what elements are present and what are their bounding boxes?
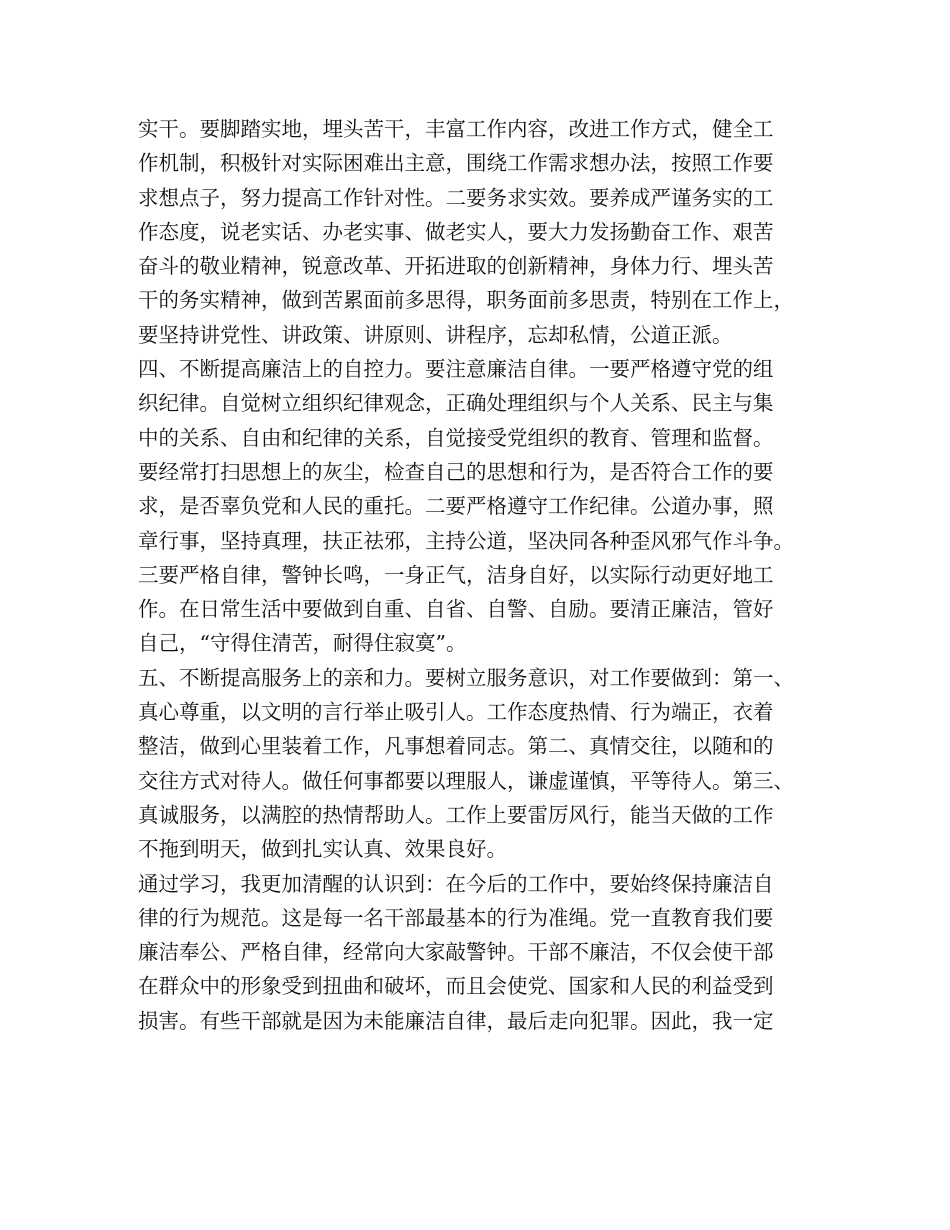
text-line: 求，是否辜负党和人民的重托。二要严格遵守工作纪律。公道办事，照 bbox=[138, 494, 774, 519]
text-line: 实干。要脚踏实地，埋头苦干，丰富工作内容，改进工作方式，健全工 bbox=[138, 117, 774, 141]
text-line: 作。在日常生活中要做到自重、自省、自警、自励。要清正廉洁，管好 bbox=[138, 597, 774, 622]
text-line: 通过学习，我更加清醒的认识到：在今后的工作中，要始终保持廉洁自 bbox=[138, 871, 774, 896]
text-line: 奋斗的敬业精神，锐意改革、开拓进取的创新精神，身体力行、埋头苦 bbox=[138, 254, 774, 279]
text-line: 廉洁奉公、严格自律，经常向大家敲警钟。干部不廉洁，不仅会使干部 bbox=[138, 940, 774, 965]
text-line: 求想点子，努力提高工作针对性。二要务求实效。要养成严谨务实的工 bbox=[138, 185, 774, 210]
text-line: 要经常打扫思想上的灰尘，检查自己的思想和行为，是否符合工作的要 bbox=[138, 459, 774, 484]
text-line: 在群众中的形象受到扭曲和破坏，而且会使党、国家和人民的利益受到 bbox=[138, 974, 774, 999]
text-line: 作态度，说老实话、办老实事、做老实人，要大力发扬勤奋工作、艰苦 bbox=[138, 219, 774, 244]
text-line: 中的关系、自由和纪律的关系，自觉接受党组织的教育、管理和监督。 bbox=[138, 425, 774, 450]
text-line: 作机制，积极针对实际困难出主意，围绕工作需求想办法，按照工作要 bbox=[138, 151, 774, 176]
text-line: 律的行为规范。这是每一名干部最基本的行为准绳。党一直教育我们要 bbox=[138, 905, 774, 930]
text-line: 四、不断提高廉洁上的自控力。要注意廉洁自律。一要严格遵守党的组 bbox=[138, 357, 774, 382]
text-line: 真心尊重，以文明的言行举止吸引人。工作态度热情、行为端正，衣着 bbox=[138, 700, 774, 725]
text-line: 不拖到明天，做到扎实认真、效果良好。 bbox=[138, 837, 507, 862]
text-line: 织纪律。自觉树立组织纪律观念，正确处理组织与个人关系、民主与集 bbox=[138, 391, 774, 416]
text-line: 章行事，坚持真理，扶正祛邪，主持公道，坚决同各种歪风邪气作斗争。 bbox=[138, 528, 794, 553]
document-page bbox=[138, 112, 828, 1038]
text-line: 五、不断提高服务上的亲和力。要树立服务意识，对工作要做到：第一、 bbox=[138, 665, 794, 690]
text-line: 真诚服务，以满腔的热情帮助人。工作上要雷厉风行，能当天做的工作 bbox=[138, 802, 774, 827]
text-line: 整洁，做到心里装着工作，凡事想着同志。第二、真情交往，以随和的 bbox=[138, 734, 774, 759]
text-line: 交往方式对待人。做任何事都要以理服人，谦虚谨慎，平等待人。第三、 bbox=[138, 768, 794, 793]
text-line: 损害。有些干部就是因为未能廉洁自律，最后走向犯罪。因此，我一定 bbox=[138, 1008, 774, 1033]
text-line: 自己，“守得住清苦，耐得住寂寞”。 bbox=[138, 631, 467, 656]
text-line: 干的务实精神，做到苦累面前多思得，职务面前多思责，特别在工作上， bbox=[138, 288, 794, 313]
text-line: 三要严格自律，警钟长鸣，一身正气，洁身自好，以实际行动更好地工 bbox=[138, 562, 774, 587]
text-line: 要坚持讲党性、讲政策、讲原则、讲程序，忘却私情，公道正派。 bbox=[138, 322, 733, 347]
